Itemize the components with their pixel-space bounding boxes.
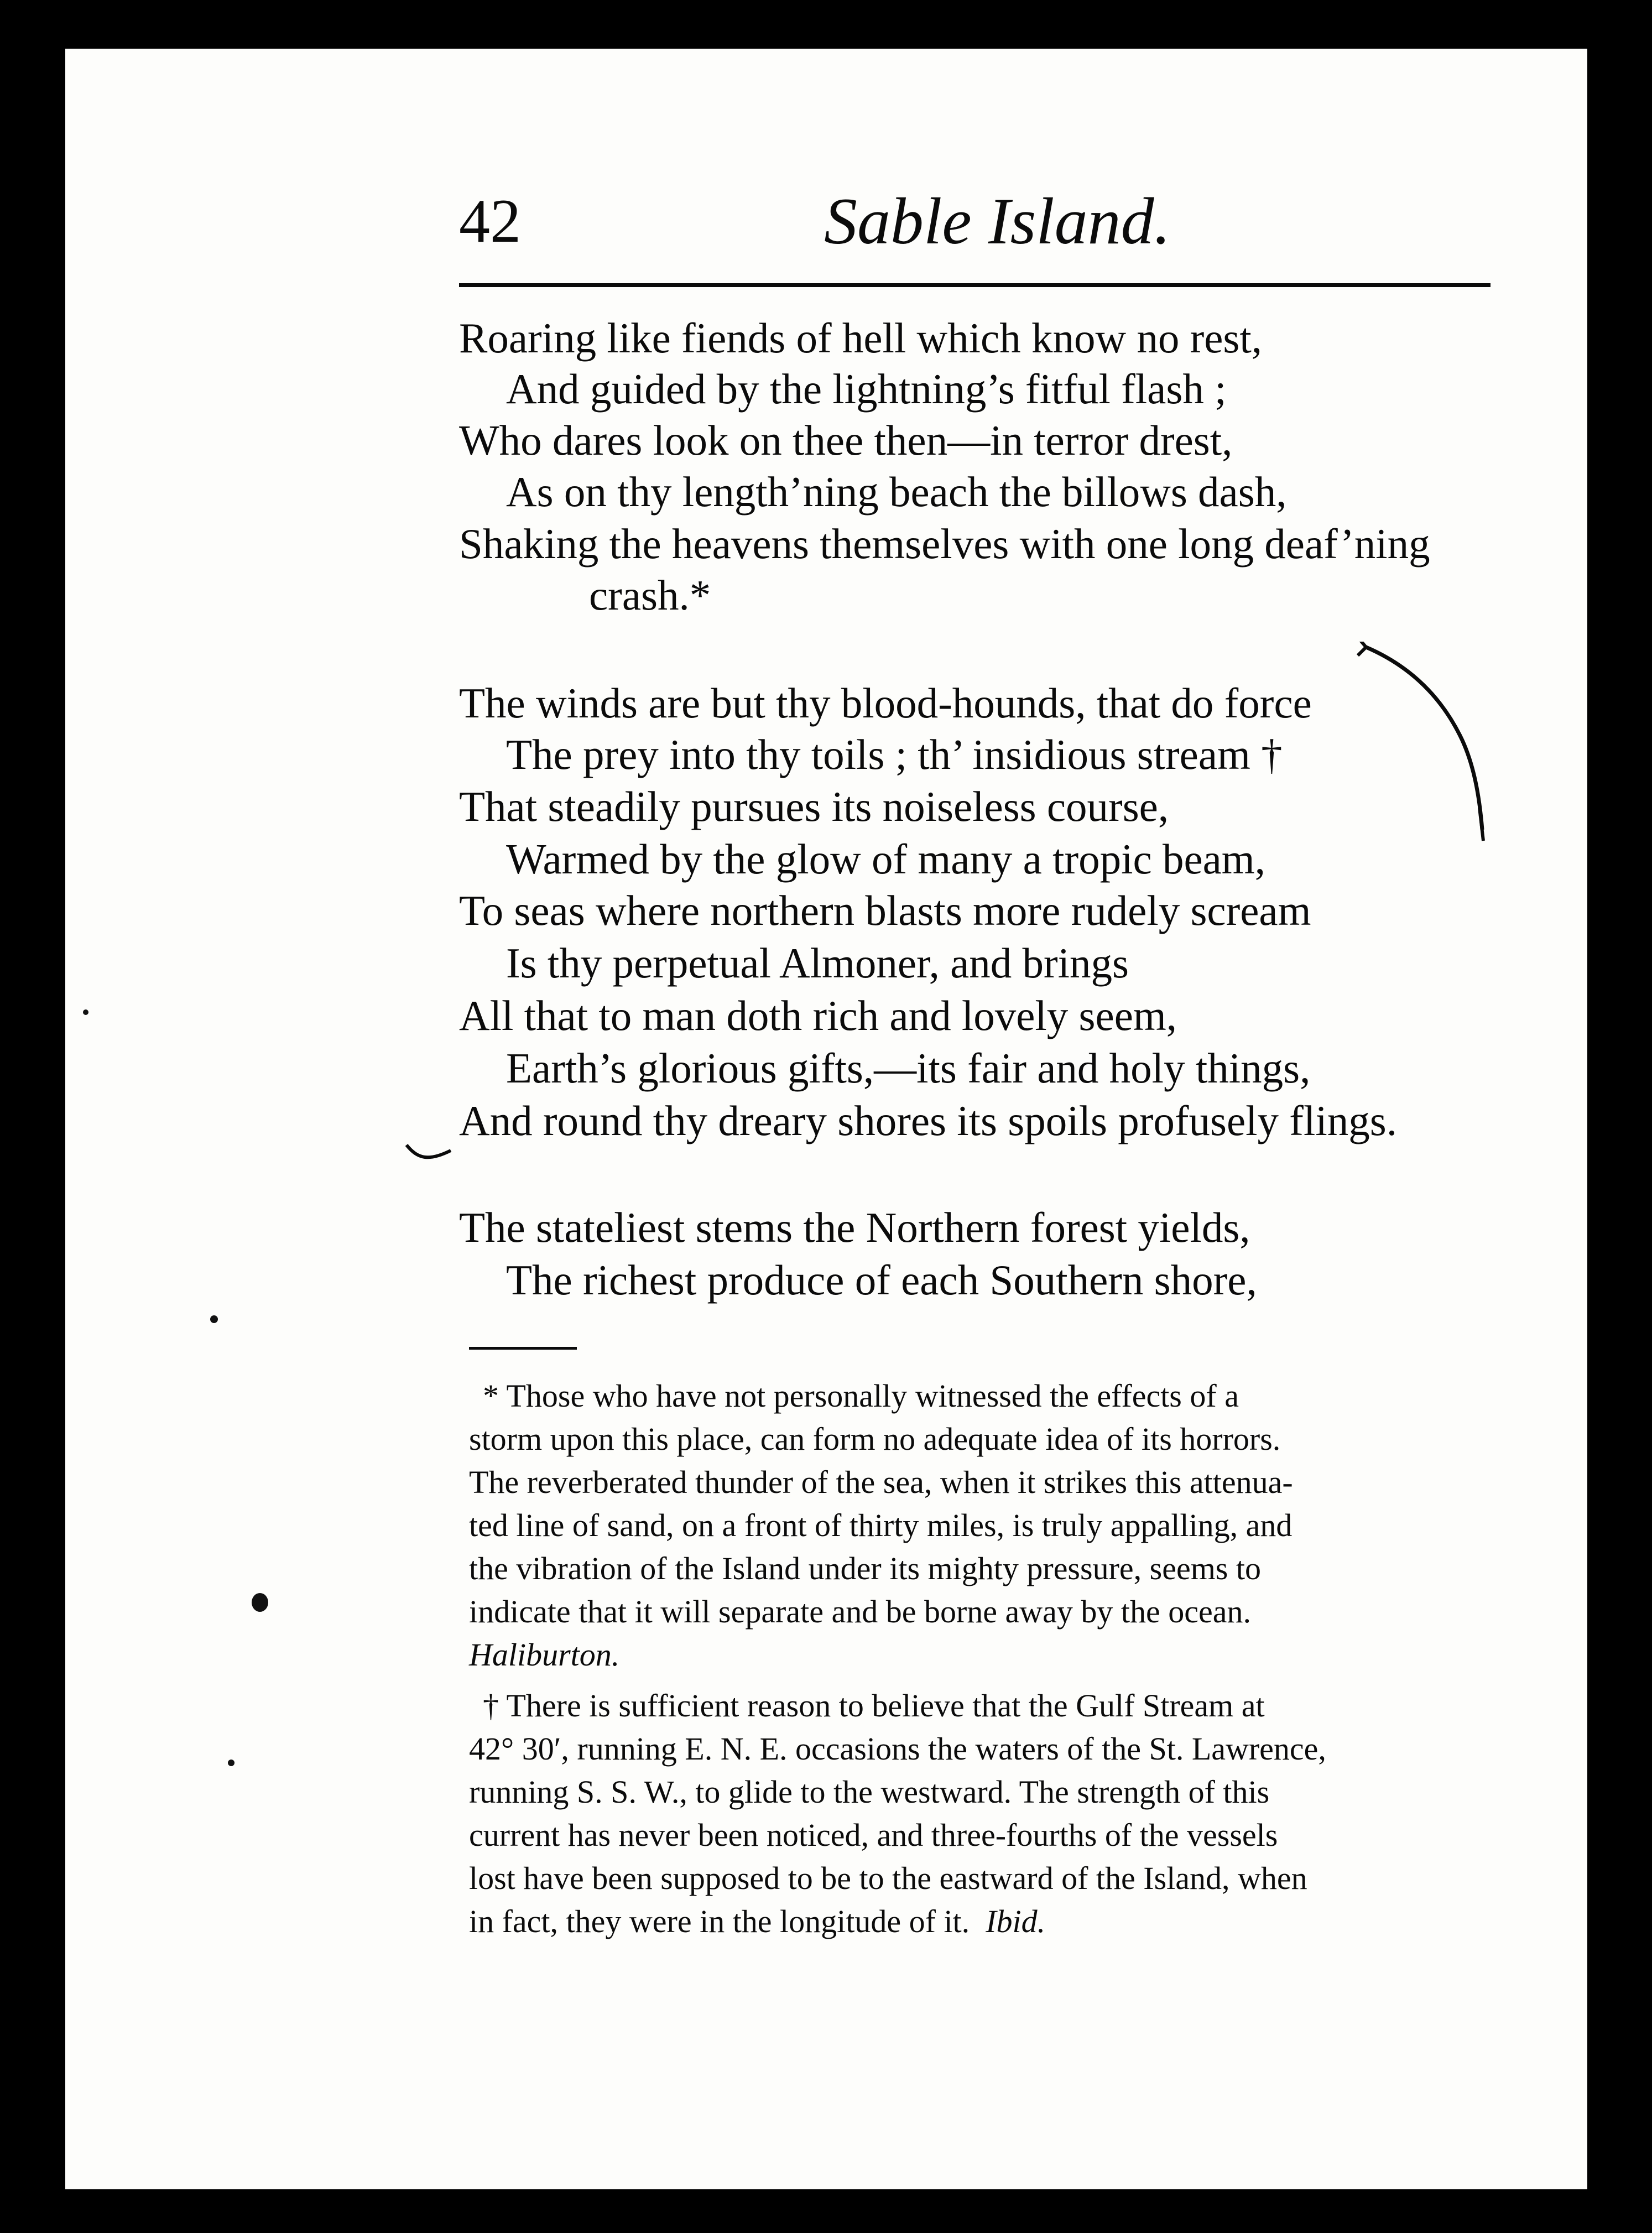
verse-line: crash.* [589,571,711,619]
footnote-line: † There is sufficient reason to believe that the Gulf Stream at [483,1688,1265,1724]
footnote-line: running S. S. W., to glide to the westward. The strength of this [469,1774,1270,1810]
scan-speck [252,1593,268,1612]
verse-line: The prey into thy toils ; th’ insidious stream † [506,731,1283,778]
check-mark-icon [404,1139,454,1167]
verse-line: And round thy dreary shores its spoils profusely flings. [459,1097,1397,1144]
page-header [459,166,1482,277]
page-number: 42 [459,187,521,256]
footnote-line: storm upon this place, can form no adequate idea of its horrors. [469,1421,1281,1457]
footnote-line: lost have been supposed to be to the eastward of the Island, when [469,1860,1307,1896]
verse-line: Who dares look on thee then—in terror drest, [459,417,1233,464]
header-rule [459,283,1491,287]
verse-line: Is thy perpetual Almoner, and brings [506,939,1129,987]
footnote-line [469,1900,1045,1943]
scan-speck [228,1760,234,1766]
verse-line: All that to man doth rich and lovely seem, [459,992,1177,1039]
footnote-line: current has never been noticed, and three-fourths of the vessels [469,1817,1278,1853]
verse-line: And guided by the lightning’s fitful flash ; [506,365,1227,413]
verse-line: Shaking the heavens themselves with one long deaf’ning [459,520,1430,568]
verse-line: Roaring like fiends of hell which know no rest, [459,314,1263,362]
scan-speck [210,1315,218,1323]
footnote-attribution: Haliburton. [469,1637,620,1673]
footnote-attribution: Ibid. [986,1903,1046,1939]
verse-line: As on thy length’ning beach the billows dash, [506,468,1287,516]
footnote-line: 42° 30′, running E. N. E. occasions the waters of the St. Lawrence, [469,1731,1326,1767]
footnote-line: ted line of sand, on a front of thirty miles, is truly appalling, and [469,1507,1293,1543]
verse-line: The winds are but thy blood-hounds, that do force [459,679,1312,727]
footnote-rule [469,1347,577,1350]
footnote-last-line-text: in fact, they were in the longitude of it. [469,1903,970,1939]
verse-line: To seas where northern blasts more rudely scream [459,887,1311,934]
pen-mark-icon [1355,642,1499,852]
verse-line: Earth’s glorious gifts,—its fair and holy things, [506,1044,1311,1092]
running-title: Sable Island. [824,184,1171,258]
footnote-line: indicate that it will separate and be borne away by the ocean. [469,1594,1251,1630]
footnote-line: the vibration of the Island under its mighty pressure, seems to [469,1550,1261,1586]
scan-speck [83,1009,88,1015]
footnote-line: * Those who have not personally witnessed the effects of a [483,1378,1239,1414]
verse-line: The stateliest stems the Northern forest yields, [459,1204,1250,1251]
footnote-line: The reverberated thunder of the sea, when it strikes this attenua- [469,1464,1293,1500]
verse-line: That steadily pursues its noiseless course, [459,783,1169,830]
verse-line: The richest produce of each Southern shore, [506,1256,1257,1304]
verse-line: Warmed by the glow of many a tropic beam, [506,835,1265,883]
